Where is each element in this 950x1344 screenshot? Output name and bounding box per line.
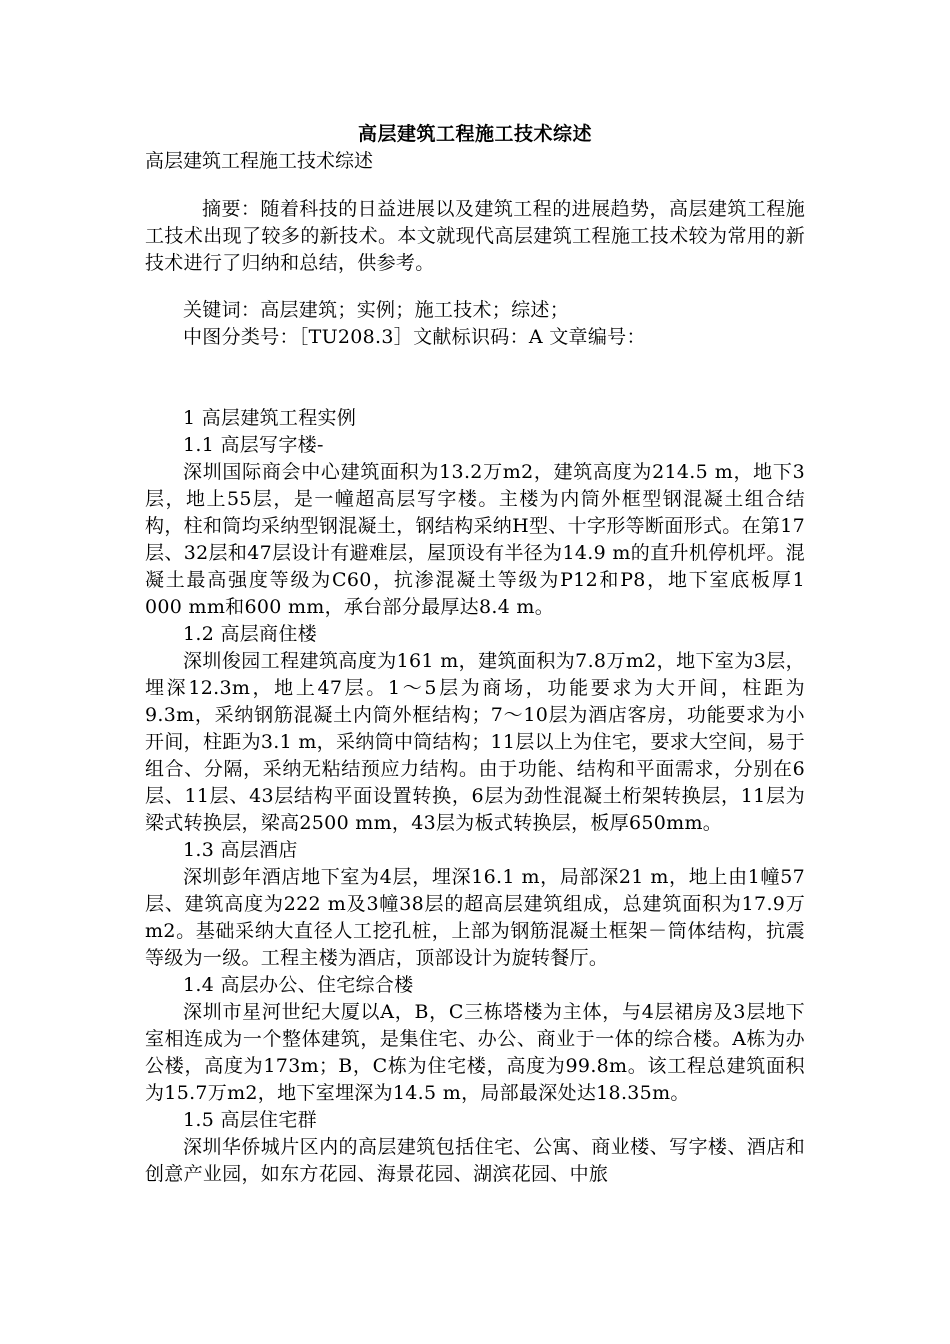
body-paragraph: 深圳国际商会中心建筑面积为13.2万m2，建筑高度为214.5 m，地下3层，地上55层，是一幢超高层写字楼。主楼为内筒外框型钢混凝土组合结构，柱和筒均采纳型钢混凝土，钢结构采纳H型、十字形等断面形式。在第17层、32层和47层设计有避难层，屋顶设有半径为14.9 m的直升机停机坪。混凝土最高强度等级为C60，抗渗混凝土等级为P12和P8，地下室底板厚1 000 mm和600 mm，承台部分最厚达8.4 m。 (145, 461, 805, 618)
document-page (145, 120, 805, 1188)
spacer (145, 174, 805, 196)
body-paragraph: 深圳市星河世纪大厦以A，B，C三栋塔楼为主体，与4层裙房及3层地下室相连成为一个整体建筑，是集住宅、办公、商业于一体的综合楼。A栋为办公楼，高度为173m；B，C栋为住宅楼，高度为99.8m。该工程总建筑面积为15.7万m2，地下室埋深为14.5 m，局部最深处达18.35m。 (145, 1001, 805, 1104)
keywords-line: 关键词：高层建筑；实例；施工技术；综述； (183, 299, 570, 321)
subsection-heading: 1.5 高层住宅群 (183, 1109, 317, 1131)
document-title: 高层建筑工程施工技术综述 (357, 123, 592, 145)
body-paragraph: 深圳彭年酒店地下室为4层，埋深16.1 m，局部深21 m，地上由1幢57层、建筑高度为222 m及3幢38层的超高层建筑组成，总建筑面积为17.9万m2。基础采纳大直径人工挖孔桩，上部为钢筋混凝土框架－筒体结构，抗震等级为一级。工程主楼为酒店，顶部设计为旋转餐厅。 (145, 866, 805, 969)
document-subtitle: 高层建筑工程施工技术综述 (145, 150, 374, 172)
subsection-heading: 1.3 高层酒店 (183, 839, 298, 861)
abstract-paragraph: 摘要：随着科技的日益进展以及建筑工程的进展趋势，高层建筑工程施工技术出现了较多的新技术。本文就现代高层建筑工程施工技术较为常用的新技术进行了归纳和总结，供参考。 (145, 198, 805, 274)
section-heading: 1 高层建筑工程实例 (183, 407, 357, 429)
spacer (145, 351, 805, 405)
subsection-heading: 1.2 高层商住楼 (183, 623, 317, 645)
subsection-heading: 1.1 高层写字楼- (183, 434, 324, 456)
body-paragraph: 深圳俊园工程建筑高度为161 m，建筑面积为7.8万m2，地下室为3层，埋深12.3m，地上47层。1～5层为商场，功能要求为大开间，柱距为9.3m，采纳钢筋混凝土内筒外框结构；7～10层为酒店客房，功能要求为小开间，柱距为3.1 m，采纳筒中筒结构；11层以上为住宅，要求大空间，易于组合、分隔，采纳无粘结预应力结构。由于功能、结构和平面需求，分别在6层、11层、43层结构平面设置转换，6层为劲性混凝土桁架转换层，11层为梁式转换层，梁高2500 mm，43层为板式转换层，板厚650mm。 (145, 650, 805, 834)
subsection-heading: 1.4 高层办公、住宅综合楼 (183, 974, 414, 996)
body-paragraph: 深圳华侨城片区内的高层建筑包括住宅、公寓、商业楼、写字楼、酒店和创意产业园，如东方花园、海景花园、湖滨花园、中旅 (145, 1136, 805, 1185)
classification-line: 中图分类号：［TU208.3］文献标识码：A 文章编号： (183, 326, 646, 348)
spacer (145, 277, 805, 297)
